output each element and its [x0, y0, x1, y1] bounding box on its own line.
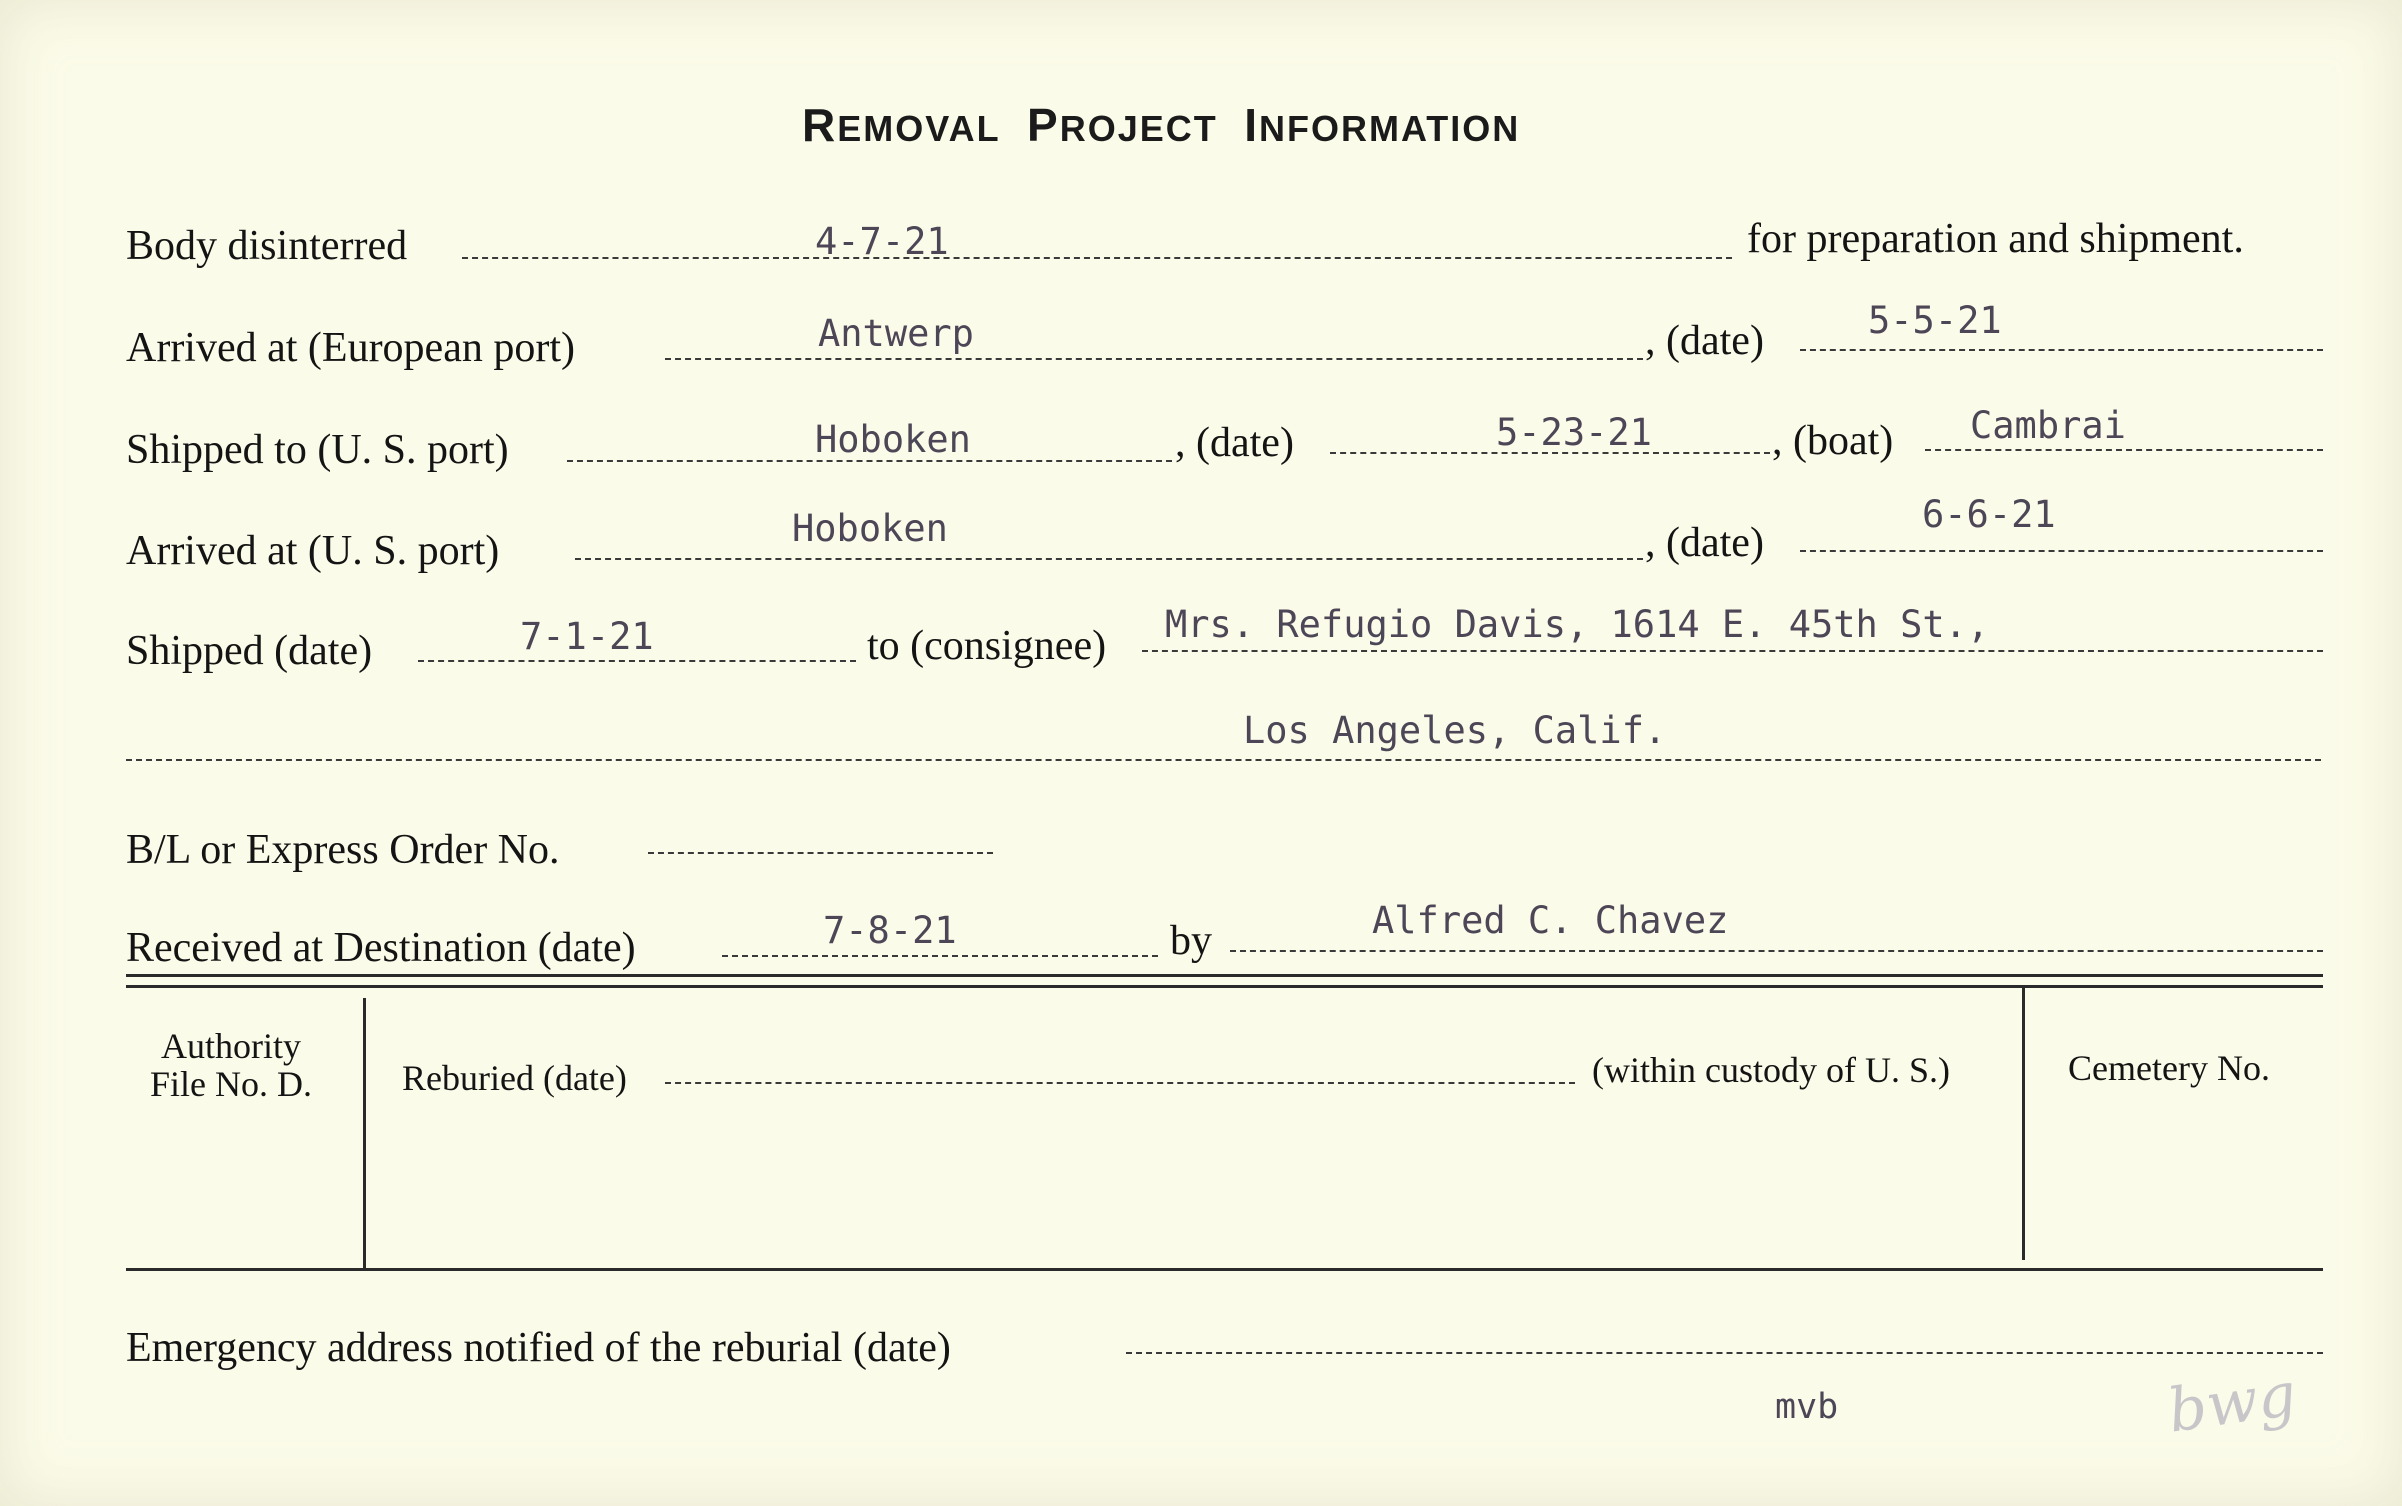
european-port-line	[665, 358, 1643, 360]
body-disinterred-value: 4-7-21	[815, 220, 949, 263]
shipped-date-label: Shipped (date)	[126, 628, 373, 674]
received-by-label: by	[1170, 918, 1212, 964]
shipped-to-us-value: Hoboken	[815, 418, 971, 461]
received-date-line	[722, 955, 1158, 957]
arrived-us-line	[575, 558, 1643, 560]
shipped-to-us-date: 5-23-21	[1496, 411, 1652, 454]
bl-order-label: B/L or Express Order No.	[126, 827, 560, 873]
arrived-us-date: 6-6-21	[1922, 493, 2056, 536]
emergency-line	[1126, 1352, 2323, 1354]
consignee-line2: Los Angeles, Calif.	[1243, 709, 1667, 752]
double-rule-bottom	[126, 985, 2323, 988]
consignee-label: to (consignee)	[867, 623, 1107, 669]
form-title: REMOVAL PROJECT INFORMATION	[802, 99, 1521, 151]
shipped-date-line	[418, 660, 856, 662]
european-port-label: Arrived at (European port)	[126, 325, 575, 371]
received-by-value: Alfred C. Chavez	[1372, 899, 1729, 942]
pencil-initials: bwg	[2163, 1359, 2301, 1447]
box-divider-left	[363, 998, 366, 1270]
consignee-line	[1142, 650, 2323, 652]
boat-value: Cambrai	[1970, 404, 2126, 447]
cemetery-label: Cemetery No.	[2068, 1048, 2270, 1088]
authority-label: Authority File No. D.	[150, 1026, 312, 1104]
reburied-label: Reburied (date)	[402, 1058, 627, 1098]
custody-label: (within custody of U. S.)	[1592, 1050, 1950, 1090]
arrived-us-label: Arrived at (U. S. port)	[126, 528, 500, 574]
boat-label: , (boat)	[1772, 418, 1894, 464]
shipped-to-us-date-label: , (date)	[1175, 420, 1294, 466]
european-port-value: Antwerp	[818, 312, 974, 355]
body-disinterred-line	[462, 257, 1732, 259]
body-disinterred-label: Body disinterred	[126, 223, 408, 269]
received-by-line	[1230, 950, 2323, 952]
received-date: 7-8-21	[823, 909, 957, 952]
european-port-date: 5-5-21	[1868, 299, 2002, 342]
box-bottom-rule	[126, 1268, 2323, 1271]
consignee-line-2	[126, 759, 2321, 761]
emergency-label: Emergency address notified of the reburial (date)	[126, 1325, 951, 1371]
arrived-us-date-label: , (date)	[1645, 520, 1764, 566]
typist-initials: mvb	[1775, 1387, 1839, 1427]
shipped-date: 7-1-21	[520, 615, 654, 658]
box-divider-right	[2022, 988, 2025, 1260]
consignee-line1: Mrs. Refugio Davis, 1614 E. 45th St.,	[1165, 603, 1990, 646]
body-disinterred-suffix: for preparation and shipment.	[1747, 216, 2244, 262]
european-port-date-label: , (date)	[1645, 318, 1764, 364]
arrived-us-date-line	[1800, 550, 2323, 552]
received-date-label: Received at Destination (date)	[126, 925, 636, 971]
boat-line	[1925, 449, 2323, 451]
arrived-us-value: Hoboken	[792, 507, 948, 550]
european-port-date-line	[1800, 349, 2323, 351]
reburied-line	[665, 1082, 1575, 1084]
double-rule-top	[126, 974, 2323, 977]
shipped-to-us-label: Shipped to (U. S. port)	[126, 427, 509, 473]
bl-order-line	[648, 852, 993, 854]
